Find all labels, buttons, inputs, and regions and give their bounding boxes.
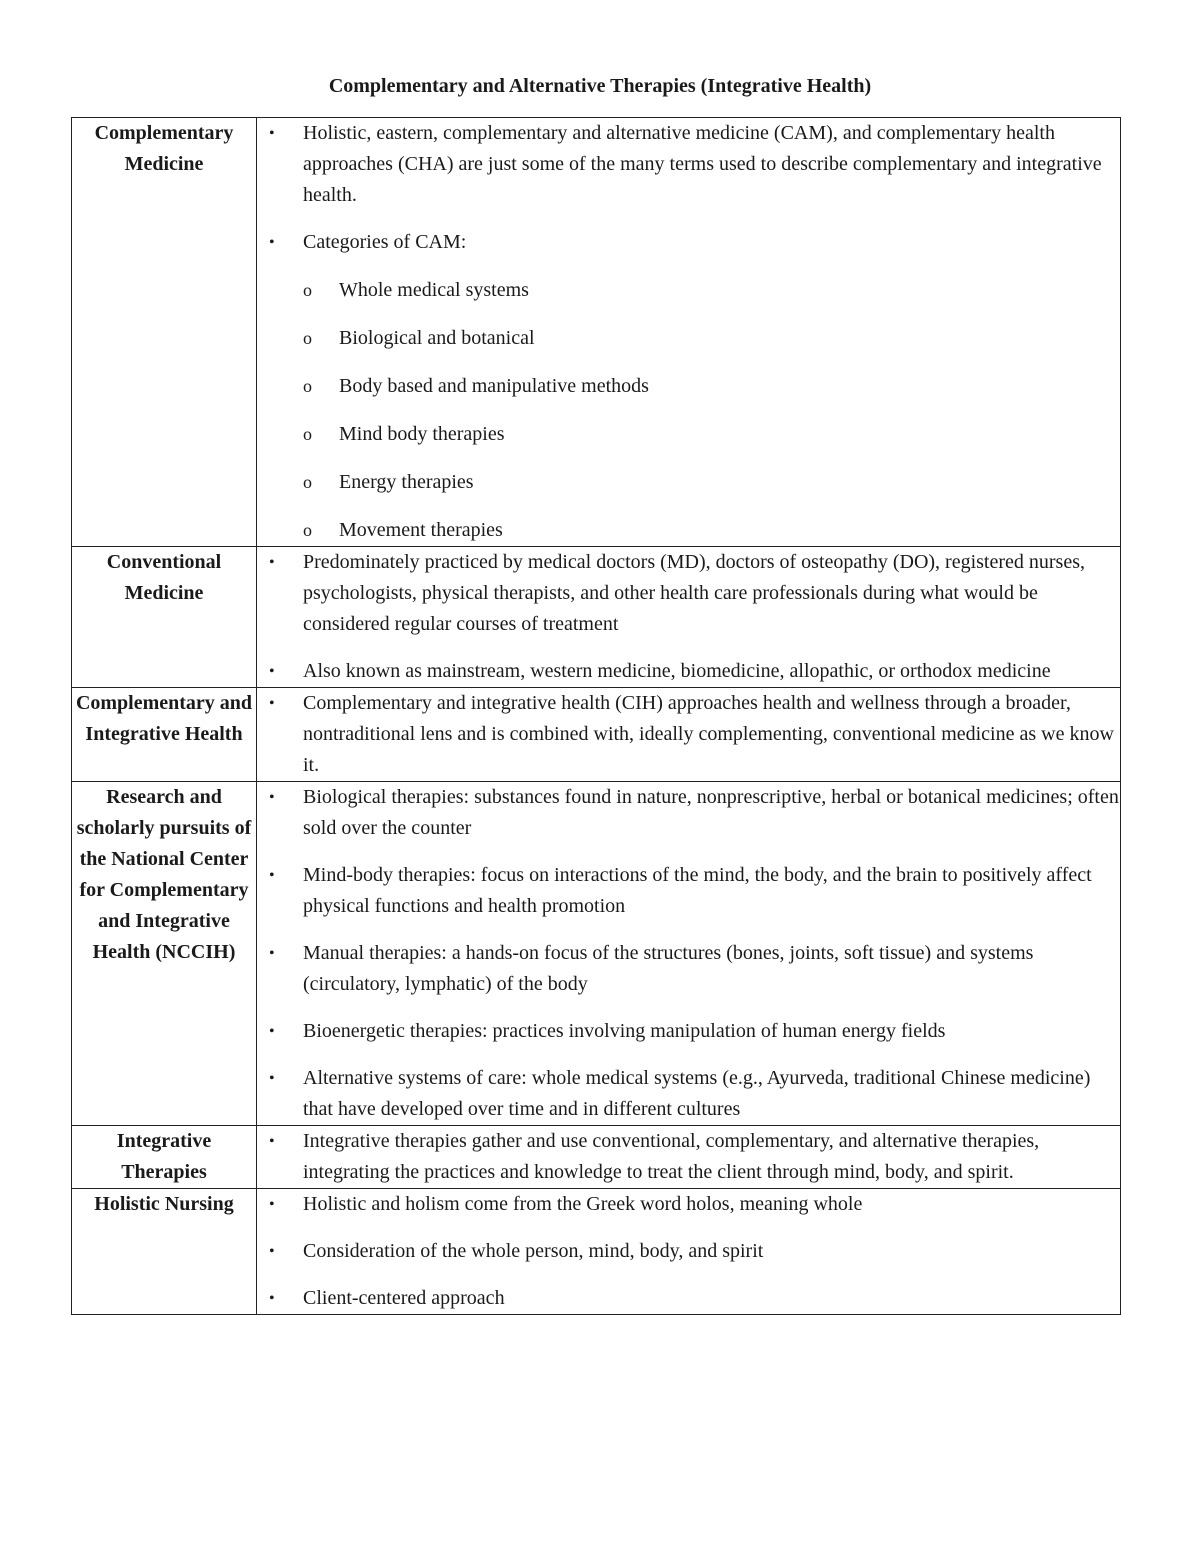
bullet-icon: •: [269, 867, 275, 884]
bullet-item: [257, 860, 1120, 922]
term-cell: Conventional Medicine: [72, 547, 257, 688]
sub-bullet-item: [257, 467, 1120, 498]
bullet-icon: •: [269, 125, 275, 142]
sub-bullet-text: Movement therapies: [339, 519, 503, 541]
table-row: [72, 688, 1121, 782]
bullet-item: [257, 118, 1120, 211]
definition-cell: [257, 782, 1121, 1126]
bullet-text: Biological therapies: substances found in nature, nonprescriptive, herbal or botanical medicines; often sold over the counter: [303, 786, 1119, 839]
bullet-text: Manual therapies: a hands-on focus of the structures (bones, joints, soft tissue) and systems (circulatory, lymphatic) of the body: [303, 942, 1034, 995]
bullet-text: Client-centered approach: [303, 1287, 505, 1309]
circle-bullet-icon: o: [303, 376, 312, 396]
bullet-icon: •: [269, 1023, 275, 1040]
term-cell: Research and scholarly pursuits of the National Center for Complementary and Integrative Health (NCCIH): [72, 782, 257, 1126]
sub-bullet-item: [257, 371, 1120, 402]
table-row: [72, 782, 1121, 1126]
circle-bullet-icon: o: [303, 328, 312, 348]
sub-bullet-list: [257, 258, 1120, 546]
bullet-item: [257, 1016, 1120, 1047]
sub-bullet-text: Whole medical systems: [339, 279, 529, 301]
term-cell: Holistic Nursing: [72, 1189, 257, 1315]
term-cell: Integrative Therapies: [72, 1126, 257, 1189]
bullet-text: Integrative therapies gather and use conventional, complementary, and alternative therapies, integrating the practices and knowledge to treat the client through mind, body, and spirit.: [303, 1130, 1040, 1183]
circle-bullet-icon: o: [303, 280, 312, 300]
bullet-text: Alternative systems of care: whole medical systems (e.g., Ayurveda, traditional Chinese medicine) that have developed over time and in different cultures: [303, 1067, 1091, 1120]
bullet-item: [257, 1283, 1120, 1314]
bullet-text: Bioenergetic therapies: practices involving manipulation of human energy fields: [303, 1020, 946, 1042]
table-row: [72, 1126, 1121, 1189]
circle-bullet-icon: o: [303, 472, 312, 492]
bullet-item: [257, 656, 1120, 687]
bullet-item: [257, 1236, 1120, 1267]
sub-bullet-item: [257, 515, 1120, 546]
document-title: Complementary and Alternative Therapies (Integrative Health): [328, 75, 872, 97]
bullet-text: Holistic and holism come from the Greek word holos, meaning whole: [303, 1193, 863, 1215]
term-cell: Complementary and Integrative Health: [72, 688, 257, 782]
bullet-text: Mind-body therapies: focus on interactions of the mind, the body, and the brain to positively affect physical functions and health promotion: [303, 864, 1092, 917]
circle-bullet-icon: o: [303, 424, 312, 444]
bullet-text: Holistic, eastern, complementary and alternative medicine (CAM), and complementary health approaches (CHA) are just some of the many terms used to describe complementary and integrative health.: [303, 122, 1102, 206]
table-row: [72, 547, 1121, 688]
bullet-icon: •: [269, 554, 275, 571]
table-row: [72, 1189, 1121, 1315]
bullet-icon: •: [269, 789, 275, 806]
table-body: [72, 118, 1121, 1315]
definition-cell: [257, 1189, 1121, 1315]
definition-cell: [257, 688, 1121, 782]
bullet-item: [257, 1189, 1120, 1220]
bullet-icon: •: [269, 945, 275, 962]
sub-bullet-item: [257, 275, 1120, 306]
term-cell: Complementary Medicine: [72, 118, 257, 547]
bullet-text: Categories of CAM:: [303, 231, 467, 253]
bullet-item: [257, 1063, 1120, 1125]
bullet-icon: •: [269, 1070, 275, 1087]
sub-bullet-item: [257, 419, 1120, 450]
bullet-text: Complementary and integrative health (CIH) approaches health and wellness through a broader, nontraditional lens and is combined with, ideally complementing, conventional medicine as we know it.: [303, 692, 1114, 776]
bullet-item: [257, 938, 1120, 1000]
sub-bullet-text: Mind body therapies: [339, 423, 505, 445]
bullet-icon: •: [269, 695, 275, 712]
sub-bullet-text: Energy therapies: [339, 471, 474, 493]
bullet-icon: •: [269, 1290, 275, 1307]
sub-bullet-text: Biological and botanical: [339, 327, 535, 349]
bullet-icon: •: [269, 1133, 275, 1150]
bullet-text: Predominately practiced by medical doctors (MD), doctors of osteopathy (DO), registered nurses, psychologists, physical therapists, and other health care professionals during what would be considered regular courses of treatment: [303, 551, 1085, 635]
definition-cell: [257, 547, 1121, 688]
circle-bullet-icon: o: [303, 520, 312, 540]
bullet-icon: •: [269, 1196, 275, 1213]
therapies-table: [71, 117, 1121, 1315]
bullet-item: [257, 547, 1120, 640]
bullet-item: [257, 1126, 1120, 1188]
bullet-item: [257, 688, 1120, 781]
bullet-text: Also known as mainstream, western medicine, biomedicine, allopathic, or orthodox medicine: [303, 660, 1051, 682]
sub-bullet-item: [257, 323, 1120, 354]
bullet-item: [257, 227, 1120, 546]
table-row: [72, 118, 1121, 547]
bullet-icon: •: [269, 234, 275, 251]
bullet-text: Consideration of the whole person, mind, body, and spirit: [303, 1240, 764, 1262]
bullet-item: [257, 782, 1120, 844]
definition-cell: [257, 118, 1121, 547]
sub-bullet-text: Body based and manipulative methods: [339, 375, 649, 397]
bullet-icon: •: [269, 663, 275, 680]
definition-cell: [257, 1126, 1121, 1189]
bullet-icon: •: [269, 1243, 275, 1260]
